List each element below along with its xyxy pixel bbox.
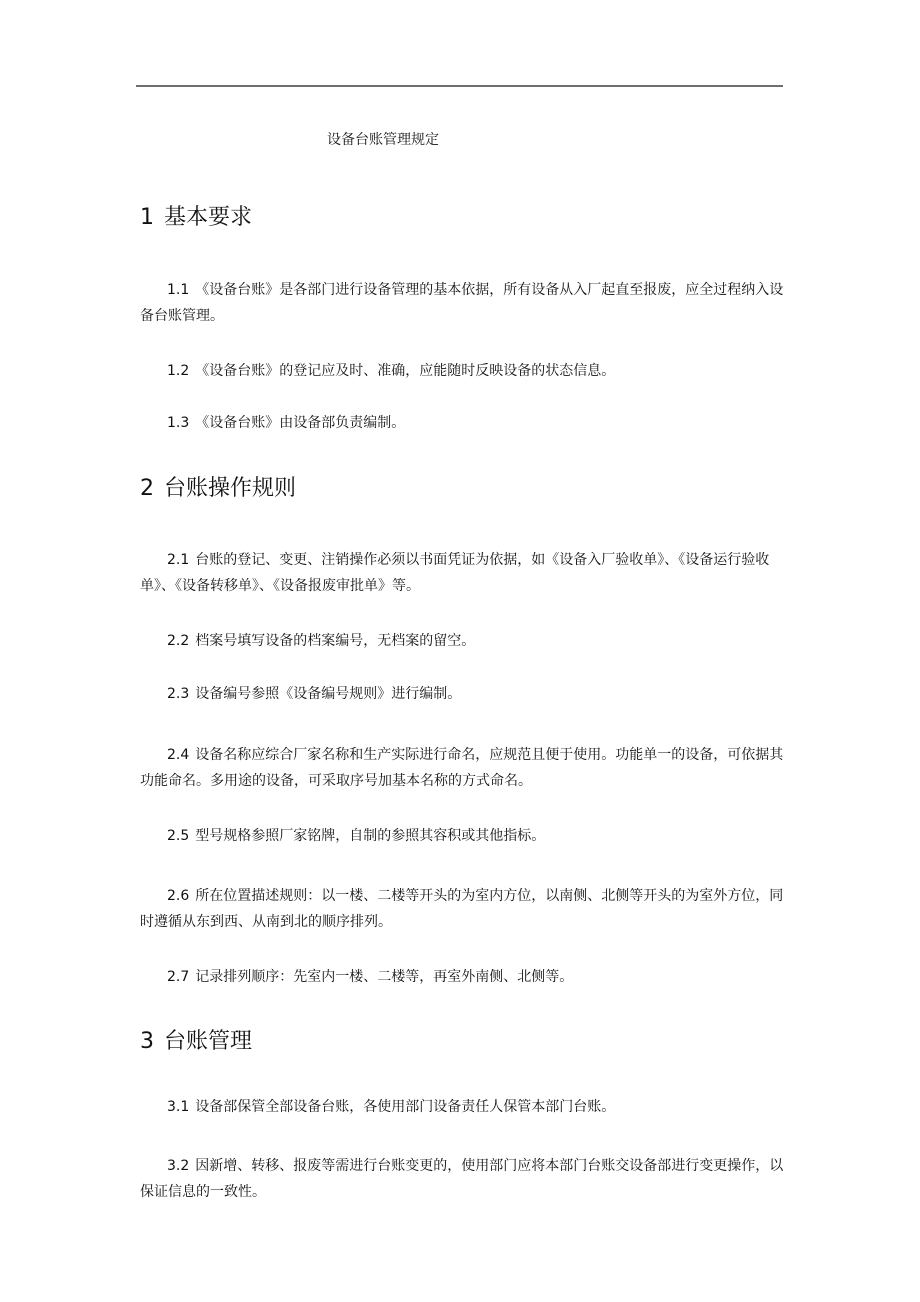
paragraph-text: 因新增、转移、报废等需进行台账变更的，使用部门应将本部门台账交设备部进行变更操作，以保证信息的一致性。 xyxy=(140,1158,784,1200)
paragraph-text: 型号规格参照厂家铭牌，自制的参照其容积或其他指标。 xyxy=(195,828,546,844)
section-heading-1 xyxy=(140,203,252,233)
paragraph-number: 2.5 xyxy=(167,828,190,844)
section-number: 3 xyxy=(140,1029,154,1054)
paragraph-number: 2.3 xyxy=(167,686,190,702)
paragraph-1-3 xyxy=(140,410,785,436)
paragraph-text: 档案号填写设备的档案编号，无档案的留空。 xyxy=(195,633,476,649)
paragraph-number: 2.4 xyxy=(167,747,190,763)
paragraph-2-2 xyxy=(140,628,785,654)
paragraph-text: 《设备台账》是各部门进行设备管理的基本依据，所有设备从入厂起直至报废，应全过程纳入设备台账管理。 xyxy=(140,282,784,324)
paragraph-number: 2.1 xyxy=(167,552,190,568)
paragraph-number: 1.1 xyxy=(167,282,190,298)
document-title: 设备台账管理规定 xyxy=(327,132,439,148)
paragraph-number: 1.3 xyxy=(167,415,190,431)
paragraph-text: 《设备台账》的登记应及时、准确，应能随时反映设备的状态信息。 xyxy=(195,363,616,379)
paragraph-1-1 xyxy=(140,277,785,329)
paragraph-1-2 xyxy=(140,358,785,384)
paragraph-2-3 xyxy=(140,681,785,707)
paragraph-2-1 xyxy=(140,547,785,599)
section-title: 台账管理 xyxy=(164,1029,253,1054)
section-heading-3 xyxy=(140,1027,252,1057)
paragraph-number: 2.7 xyxy=(167,969,190,985)
paragraph-text: 设备编号参照《设备编号规则》进行编制。 xyxy=(195,686,462,702)
paragraph-text: 《设备台账》由设备部负责编制。 xyxy=(195,415,406,431)
paragraph-3-2 xyxy=(140,1153,785,1205)
paragraph-text: 设备部保管全部设备台账，各使用部门设备责任人保管本部门台账。 xyxy=(195,1099,616,1115)
paragraph-text: 所在位置描述规则：以一楼、二楼等开头的为室内方位，以南侧、北侧等开头的为室外方位，同时遵循从东到西、从南到北的顺序排列。 xyxy=(140,888,784,930)
paragraph-3-1 xyxy=(140,1094,785,1120)
section-number: 1 xyxy=(140,205,154,230)
paragraph-number: 2.2 xyxy=(167,633,190,649)
paragraph-text: 记录排列顺序：先室内一楼、二楼等，再室外南侧、北侧等。 xyxy=(195,969,574,985)
paragraph-2-7 xyxy=(140,964,785,990)
paragraph-number: 1.2 xyxy=(167,363,190,379)
section-heading-2 xyxy=(140,474,296,504)
paragraph-text: 设备名称应综合厂家名称和生产实际进行命名，应规范且便于使用。功能单一的设备，可依据其功能命名。多用途的设备，可采取序号加基本名称的方式命名。 xyxy=(140,747,784,789)
section-title: 基本要求 xyxy=(164,205,253,230)
section-title: 台账操作规则 xyxy=(164,476,297,501)
paragraph-text: 台账的登记、变更、注销操作必须以书面凭证为依据，如《设备入厂验收单》、《设备运行验收单》、《设备转移单》、《设备报废审批单》等。 xyxy=(140,552,770,594)
paragraph-number: 3.1 xyxy=(167,1099,190,1115)
paragraph-2-6 xyxy=(140,883,785,935)
section-number: 2 xyxy=(140,476,154,501)
paragraph-number: 2.6 xyxy=(167,888,190,904)
paragraph-2-5 xyxy=(140,823,785,849)
header-rule xyxy=(136,85,783,87)
paragraph-number: 3.2 xyxy=(167,1158,190,1174)
paragraph-2-4 xyxy=(140,742,785,794)
